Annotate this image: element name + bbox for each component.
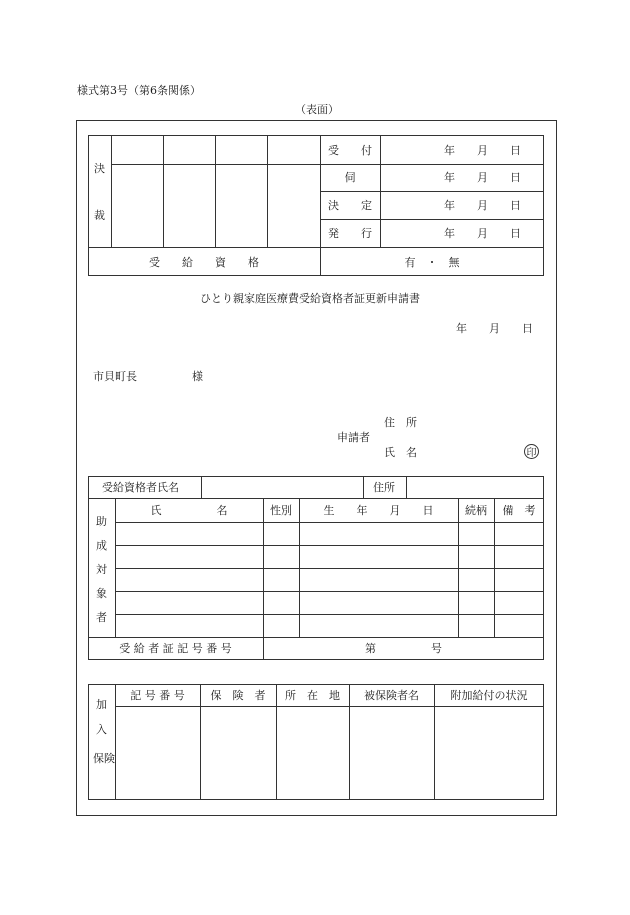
addressee: 市貝町長 様 [93,370,203,383]
kessai-label-bottom: 裁 [94,209,105,222]
stamp-label-hakko: 発 行 [328,227,372,240]
stamp-date-hakko: 年 月 日 [444,227,521,240]
applicant-name-label: 氏 名 [384,446,417,459]
subjects-header-sex: 性別 [270,504,292,517]
insurance-header-insured-name: 被保険者名 [364,689,419,702]
subjects-header-remarks: 備 考 [502,504,536,517]
stamp-label-ukagai: 伺 [344,171,356,184]
insurance-side-2: 入 [96,723,107,736]
insurance-header-number: 記 号 番 号 [130,689,185,702]
stamp-date-uketsuke: 年 月 日 [444,144,521,157]
recipient-address-label: 住所 [373,481,395,494]
seal-icon: 印 [524,444,539,459]
form-number: 様式第3号（第6条関係） [77,84,201,97]
subjects-side-4: 象 [96,587,107,600]
certificate-value: 第 号 [365,642,442,655]
stamp-date-ukagai: 年 月 日 [444,171,521,184]
insurance-header-insurer: 保 険 者 [210,689,266,702]
subjects-header-birthdate: 生 年 月 日 [323,504,434,517]
insurance-side-3: 保険 [93,752,115,765]
stamp-label-uketsuke: 受 付 [328,144,372,157]
insurance-header-additional-benefits: 附加給付の状況 [450,689,528,702]
side-label: （表面） [295,103,339,116]
applicant-label: 申請者 [337,431,370,444]
qualification-value: 有 ・ 無 [404,256,460,269]
applicant-address-label: 住 所 [384,416,417,429]
qualification-label: 受 給 資 格 [149,256,259,269]
page-title: ひとり親家庭医療費受給資格者証更新申請書 [200,292,420,305]
subjects-side-5: 者 [96,611,107,624]
date-line: 年 月 日 [456,322,533,335]
stamp-label-kettei: 決 定 [328,199,372,212]
subjects-side-1: 助 [96,515,107,528]
recipient-name-label: 受給資格者氏名 [102,481,179,494]
certificate-label: 受 給 者 証 記 号 番 号 [119,642,232,655]
insurance-side-1: 加 [96,698,107,711]
subjects-header-name: 氏 名 [150,504,228,517]
subjects-side-2: 成 [96,539,107,552]
kessai-label-top: 決 [94,162,105,175]
subjects-header-relation: 続柄 [465,504,487,517]
subjects-side-3: 対 [96,563,107,576]
stamp-date-kettei: 年 月 日 [444,199,521,212]
insurance-header-location: 所 在 地 [285,689,340,702]
